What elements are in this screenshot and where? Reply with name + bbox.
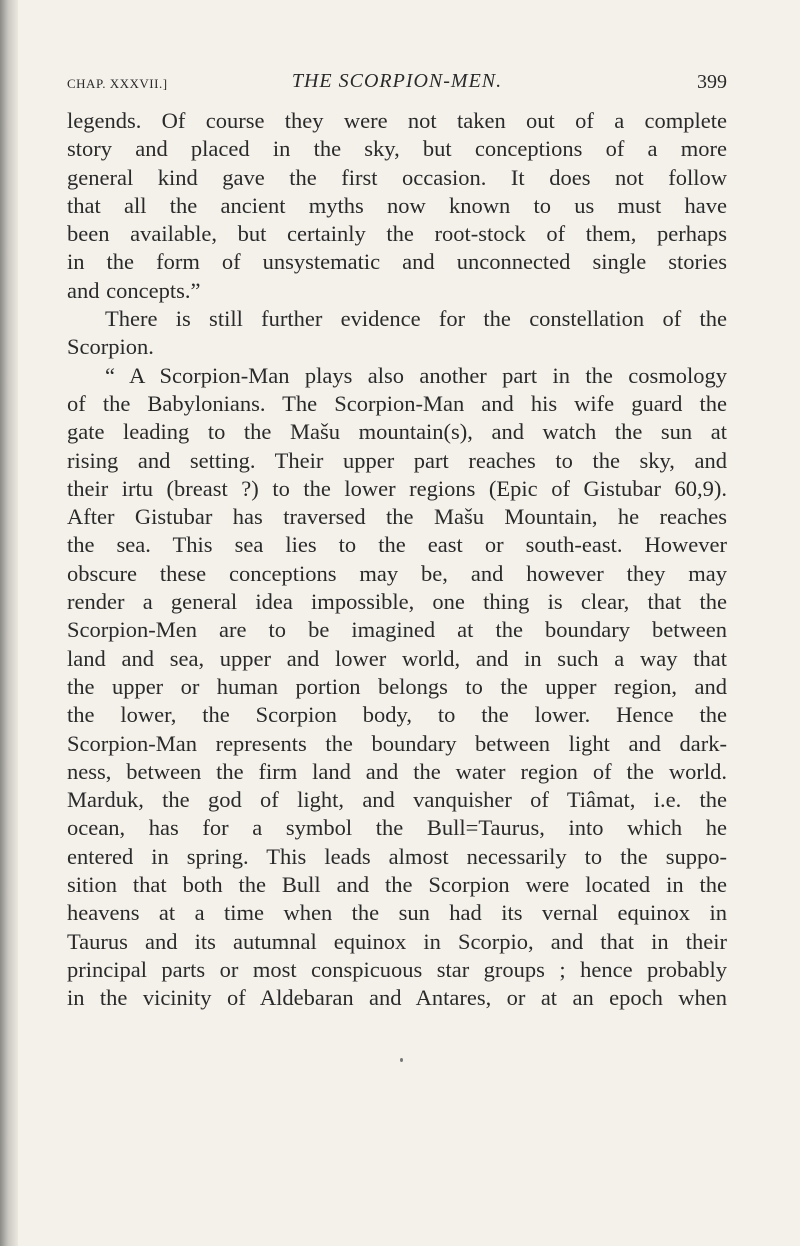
text-line: “ A Scorpion-Man plays also another part in the cosmology (105, 362, 727, 388)
text-line: After Gistubar has traversed the Mašu Mountain, he reaches (67, 504, 727, 530)
text-line: render a general idea impossible, one thing is clear, that the (67, 589, 727, 615)
text-line: the lower, the Scorpion body, to the lower. Hence the (67, 702, 727, 728)
text-line: the upper or human portion belongs to the upper region, and (67, 673, 727, 699)
text-line: of the Babylonians. The Scorpion-Man and his wife guard the (67, 390, 727, 416)
text-line: in the vicinity of Aldebaran and Antares, or at an epoch when (67, 985, 727, 1011)
text-line: land and sea, upper and lower world, and in such a way that (67, 645, 727, 671)
page-header (67, 70, 727, 100)
text-line: Scorpion-Men are to be imagined at the boundary between (67, 617, 727, 643)
text-line: Scorpion. (67, 334, 154, 360)
text-line: rising and setting. Their upper part reaches to the sky, and (67, 447, 727, 473)
text-line: general kind gave the first occasion. It does not follow (67, 164, 727, 190)
text-line: entered in spring. This leads almost necessarily to the suppo- (67, 843, 727, 869)
chapter-reference: CHAP. XXXVII.] (67, 76, 168, 91)
text-line: gate leading to the Mašu mountain(s), and watch the sun at (67, 419, 727, 445)
text-line: ocean, has for a symbol the Bull=Taurus, into which he (67, 815, 727, 841)
text-line: heavens at a time when the sun had its vernal equinox in (67, 900, 727, 926)
print-speck (400, 1058, 403, 1062)
page-number: 399 (697, 71, 727, 93)
page-edge-shadow (0, 0, 18, 1246)
text-line: sition that both the Bull and the Scorpion were located in the (67, 872, 727, 898)
text-line: that all the ancient myths now known to us must have (67, 192, 727, 218)
text-line: and concepts.” (67, 277, 201, 303)
text-line: Taurus and its autumnal equinox in Scorpio, and that in their (67, 928, 727, 954)
text-line: the sea. This sea lies to the east or south-east. However (67, 532, 727, 558)
text-line: been available, but certainly the root-stock of them, perhaps (67, 221, 727, 247)
text-line: Scorpion-Man represents the boundary between light and dark- (67, 730, 727, 756)
text-line: principal parts or most conspicuous star groups ; hence probably (67, 956, 727, 982)
text-line: story and placed in the sky, but conceptions of a more (67, 136, 727, 162)
text-line: Marduk, the god of light, and vanquisher of Tiâmat, i.e. the (67, 787, 727, 813)
body-text (67, 107, 727, 1013)
text-line: ness, between the firm land and the water region of the world. (67, 758, 727, 784)
text-line: in the form of unsystematic and unconnected single stories (67, 249, 727, 275)
text-line: There is still further evidence for the constellation of the (105, 306, 727, 332)
text-line: their irtu (breast ?) to the lower regions (Epic of Gistubar 60,9). (67, 475, 727, 501)
text-line: obscure these conceptions may be, and however they may (67, 560, 727, 586)
text-line: legends. Of course they were not taken out of a complete (67, 108, 727, 133)
running-title: THE SCORPION-MEN. (291, 70, 503, 92)
